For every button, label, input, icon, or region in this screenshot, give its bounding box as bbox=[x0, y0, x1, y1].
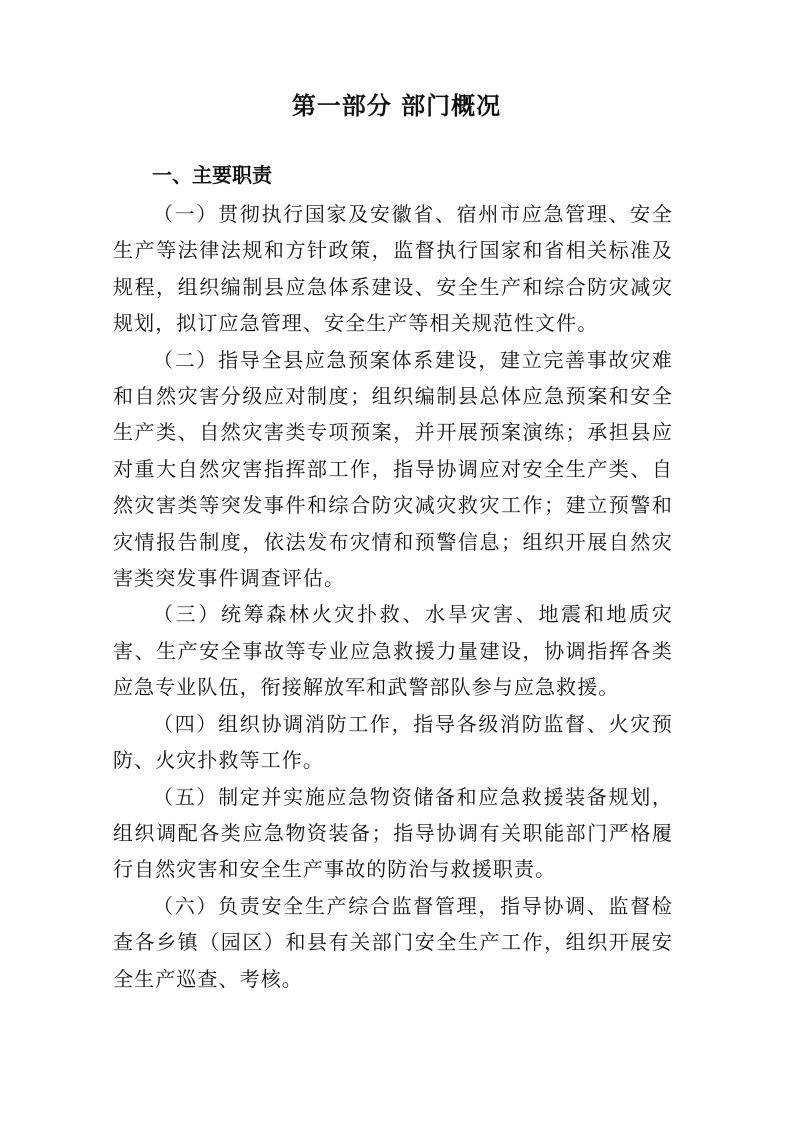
paragraph-5: （五）制定并实施应急物资储备和应急救援装备规划，组织调配各类应急物资装备；指导协调有关职能部门严格履行自然灾害和安全生产事故的防治与救援职责。 bbox=[113, 784, 673, 882]
section-heading: 一、主要职责 bbox=[152, 163, 272, 187]
paragraph-3: （三）统筹森林火灾扑救、水旱灾害、地震和地质灾害、生产安全事故等专业应急救援力量建设，协调指挥各类应急专业队伍，衔接解放军和武警部队参与应急救援。 bbox=[113, 602, 673, 700]
paragraph-1: （一）贯彻执行国家及安徽省、宿州市应急管理、安全生产等法律法规和方针政策，监督执行国家和省相关标准及规程，组织编制县应急体系建设、安全生产和综合防灾减灾规划，拟订应急管理、安全生产等相关规范性文件。 bbox=[113, 202, 673, 336]
paragraph-2: （二）指导全县应急预案体系建设，建立完善事故灾难和自然灾害分级应对制度；组织编制县总体应急预案和安全生产类、自然灾害类专项预案，并开展预案演练；承担县应对重大自然灾害指挥部工作，指导协调应对安全生产类、自然灾害类等突发事件和综合防灾减灾救灾工作；建立预警和灾情报告制度，依法发布灾情和预警信息；组织开展自然灾害类突发事件调查评估。 bbox=[113, 347, 673, 591]
paragraph-6: （六）负责安全生产综合监督管理，指导协调、监督检查各乡镇（园区）和县有关部门安全生产工作，组织开展安全生产巡查、考核。 bbox=[113, 893, 673, 991]
page-title: 第一部分 部门概况 bbox=[291, 92, 502, 120]
body-text bbox=[113, 196, 673, 997]
paragraph-4: （四）组织协调消防工作，指导各级消防监督、火灾预防、火灾扑救等工作。 bbox=[113, 711, 673, 773]
